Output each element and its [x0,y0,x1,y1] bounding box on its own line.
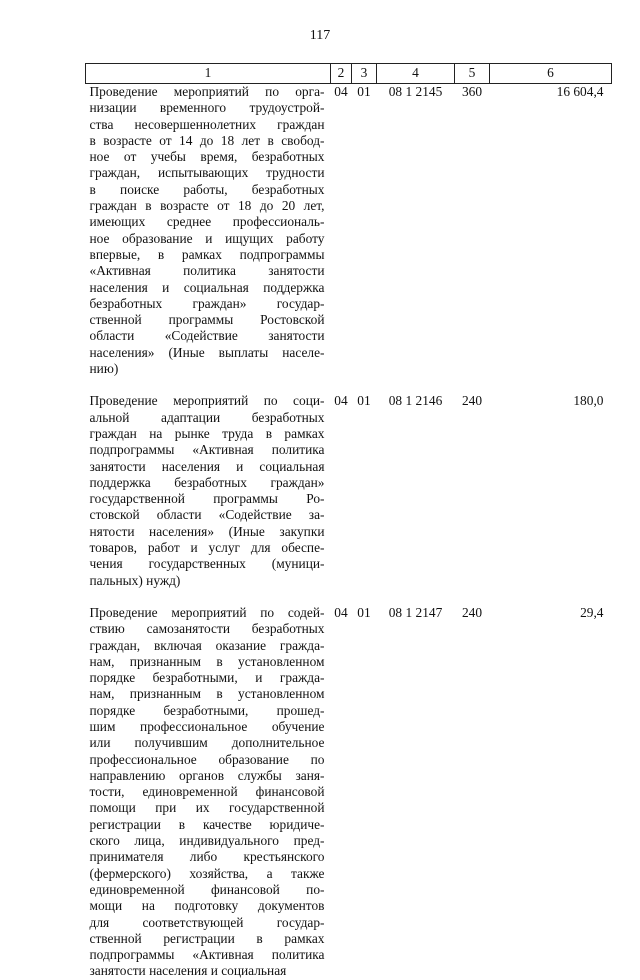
description-line: «Активная политика занятости [89,263,325,279]
row-spacer [86,377,612,393]
column-header-5: 5 [455,64,490,84]
description-line: стовской области «Содействие за- [89,507,325,523]
description-line: нятости населения» (Иные закупки [89,523,325,539]
description-line: граждан, включая оказание гражда- [89,637,325,653]
description-line: Проведение мероприятий по орга- [89,84,325,99]
column-header-4: 4 [377,64,455,84]
amount-value: 16 604,4 [556,84,604,99]
subsection-code: 01 [357,604,371,620]
table-body [86,84,612,980]
description-line: области «Содействие занятости [89,328,325,344]
description-line: альной адаптации безработных [89,409,325,425]
description-line: ное образование и ищущих работу [89,230,325,246]
expense-type-code: 240 [461,604,483,620]
description-line: порядке безработными, прошед- [89,702,325,718]
description-line: в поиске работы, безработных [89,181,325,197]
description-line: чения государственных (муници- [89,556,325,572]
description-line: впервые, в рамках подпрограммы [89,246,325,262]
target-article-code: 08 1 2145 [388,84,443,99]
description-line: порядке безработными, и гражда- [89,670,325,686]
description-line: ствию самозанятости безработных [89,621,325,637]
description-line: шим профессиональное обучение [89,718,325,734]
description-line: (фермерского) хозяйства, а также [89,865,325,881]
row-description [86,605,331,980]
description-line: пальных) нужд) [89,572,181,588]
description-line: подпрограммы «Активная политика [89,442,325,458]
description-line: единовременной финансовой по- [89,881,325,897]
ministry-code: 04 [334,604,348,620]
description-line: ное от учебы время, безработных [89,149,325,165]
description-line: Проведение мероприятий по соци- [89,393,325,409]
row-spacer-cell [86,589,612,605]
description-line: государственной программы Ро- [89,491,325,507]
table-row [86,605,612,980]
subsection-code: 01 [357,393,371,409]
subsection-code: 01 [357,84,371,99]
row-description [86,84,331,378]
expense-type-code: 240 [461,393,483,409]
description-line: ства несовершеннолетних граждан [89,116,325,132]
description-line: низации временного трудоустрой- [89,100,325,116]
budget-table [85,63,612,980]
amount-value: 180,0 [573,393,604,409]
ministry-code: 04 [334,84,348,99]
description-line: в возрасте от 14 до 18 лет в свобод- [89,132,325,148]
description-line: товаров, работ и услуг для обеспе- [89,540,325,556]
target-article-code: 08 1 2146 [388,393,443,409]
description-line: ского лица, индивидуального пред- [89,833,325,849]
description-line: безработных граждан» государ- [89,295,325,311]
description-line: граждан, испытывающих трудности [89,165,325,181]
ministry-code: 04 [334,393,348,409]
description-line: нам, признанным в установленном [89,686,325,702]
column-header-3: 3 [352,64,377,84]
description-line: занятости населения и социальная [89,963,287,979]
description-line: профессиональное образование по [89,751,325,767]
table-row [86,393,612,589]
description-line: поддержка безработных граждан» [89,474,325,490]
column-header-2: 2 [331,64,352,84]
description-line: регистрации в качестве юридиче- [89,816,325,832]
description-line: граждан на рынке труда в рамках [89,425,325,441]
page-number: 117 [309,28,331,43]
row-spacer [86,589,612,605]
description-line: принимателя либо крестьянского [89,849,325,865]
column-header-6: 6 [490,64,612,84]
description-line: нию) [89,361,119,377]
description-line: Проведение мероприятий по содей- [89,604,325,620]
description-line: тости, единовременной финансовой [89,784,325,800]
description-line: или получившим дополнительное [89,735,325,751]
row-description [86,393,331,589]
table-header-row [86,64,612,84]
expense-type-code: 360 [461,84,483,99]
description-line: граждан в возрасте от 18 до 20 лет, [89,198,325,214]
column-header-1: 1 [86,64,331,84]
description-line: ственной программы Ростовской [89,312,325,328]
description-line: подпрограммы «Активная политика [89,947,325,963]
description-line: помощи при их государственной [89,800,325,816]
target-article-code: 08 1 2147 [388,604,443,620]
description-line: населения» (Иные выплаты населе- [89,344,325,360]
description-line: занятости населения и социальная [89,458,325,474]
description-line: ственной регистрации в рамках [89,930,325,946]
amount-value: 29,4 [580,604,604,620]
row-spacer-cell [86,377,612,393]
description-line: нам, признанным в установленном [89,653,325,669]
table-row [86,84,612,378]
description-line: имеющих среднее профессиональ- [89,214,325,230]
description-line: направлению органов службы заня- [89,767,325,783]
description-line: мощи на подготовку документов [89,898,325,914]
description-line: населения и социальная поддержка [89,279,325,295]
description-line: для соответствующей государ- [89,914,325,930]
